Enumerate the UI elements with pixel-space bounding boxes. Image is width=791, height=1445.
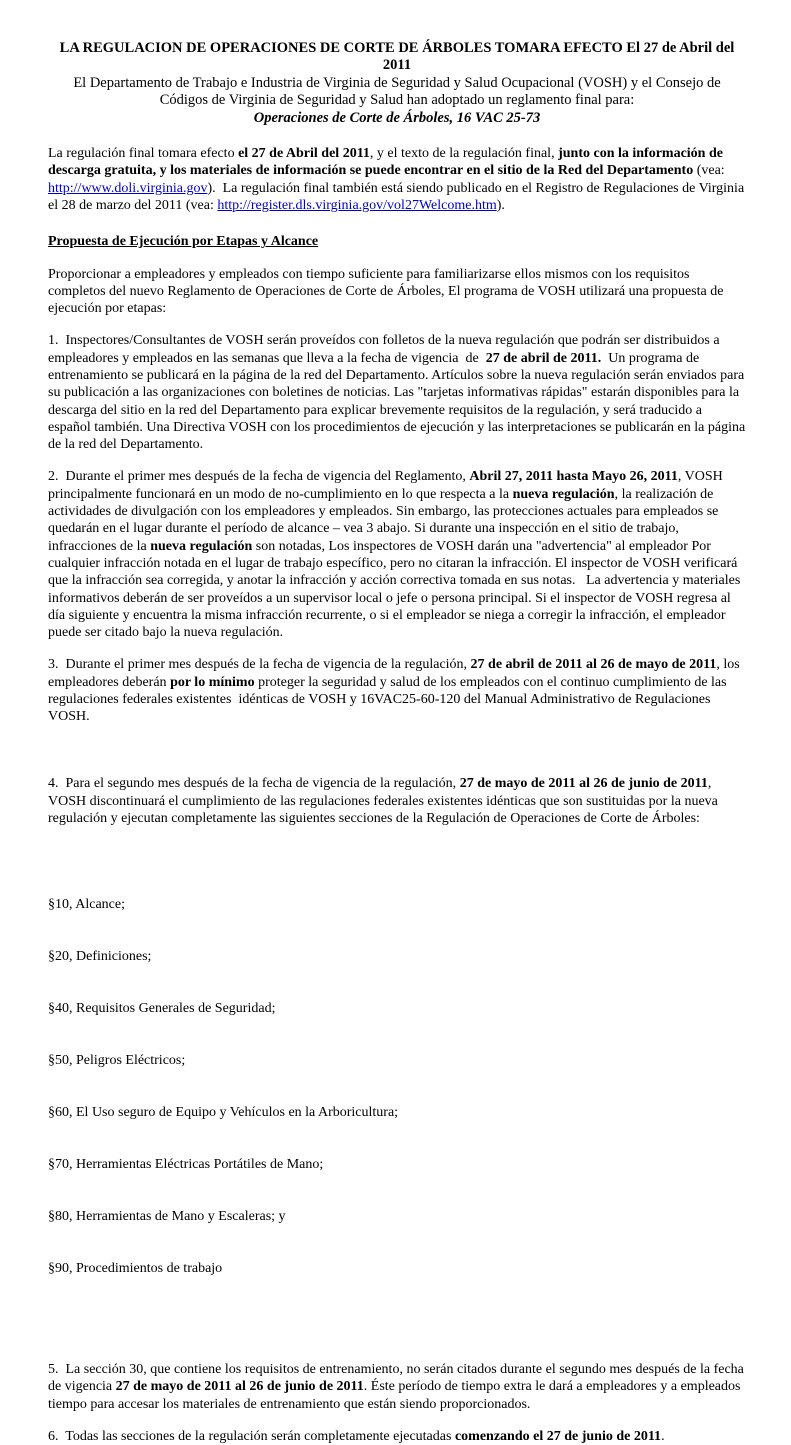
item-1-paragraph (48, 332, 749, 453)
bold-text-run: comenzando el 27 de junio de 2011 (454, 1428, 662, 1444)
section-list-item-80: §80, Herramientas de Mano y Escaleras; y (48, 1208, 286, 1224)
bold-text-run: 27 de mayo de 2011 al 26 de junio de 2011 (459, 776, 708, 792)
text-run: (vea: (693, 163, 729, 179)
text-run: proteger la seguridad y salud de los empleados con el continuo cumplimiento de las regulaciones federales existentes idénticas de VOSH y 16VAC25-60-120 del Manual Administrativo de Regulaciones VOSH. (48, 674, 731, 725)
bold-text-run: junto con la información de descarga gratuita, y los materiales de información se puede encontrar en el sitio de la Red del Departamento (48, 146, 727, 179)
text-run: Un programa de entrenamiento se publicará en la página de la red del Departamento. Artículos sobre la nueva regulación serán enviados para su publicación a las organizaciones con boletines de noticias. Las "tarjetas informativas rápidas" estarán disponibles para la descarga del sitio en la red del Departamento para explicar brevemente requisitos de la regulación, y será traducido a español también. Una Directiva VOSH con los procedimientos de ejecución y las interpretaciones se publicarán en la página de la red del Departamento. (48, 350, 749, 453)
item-4-paragraph (48, 775, 746, 827)
text-run: 1. Inspectores/Consultantes de VOSH serán proveídos con folletos de la nueva regulación que podrán ser distribuidos a empleadores y empleados en las semanas que lleva a la fecha de vigencia de (48, 333, 724, 366)
bold-text-run: nueva regulación (150, 538, 253, 554)
section-list-item-10: §10, Alcance; (48, 897, 125, 913)
section-heading: Propuesta de Ejecución por Etapas y Alcance (48, 234, 319, 250)
bold-text-run: nueva regulación (512, 486, 615, 502)
text-run: 4. Para el segundo mes después de la fecha de vigencia de la regulación, (48, 776, 460, 792)
text-run: 3. Durante el primer mes después de la fecha de vigencia de la regulación, (48, 657, 471, 673)
bold-text-run: el 27 de Abril del 2011 (238, 146, 370, 162)
bold-text-run: Abril 27, 2011 hasta Mayo 26, 2011 (469, 469, 678, 485)
text-run: 5. La sección 30, que contiene los requisitos de entrenamiento, no serán citados durante el segundo mes después de la fecha de vigencia (48, 1362, 748, 1395)
text-run: , VOSH principalmente funcionará en un modo de no-cumplimiento en lo que respecta a la (48, 469, 727, 502)
hyperlink[interactable]: http://register.dls.virginia.gov/vol27Welcome.htm (217, 197, 497, 213)
document-title: LA REGULACION DE OPERACIONES DE CORTE DE ÁRBOLES TOMARA EFECTO El 27 de Abril del 2011 (59, 40, 735, 74)
regulation-section-list (48, 862, 746, 1312)
hyperlink[interactable]: http://www.doli.virginia.gov (48, 180, 208, 196)
text-run: , los empleadores deberán (48, 657, 744, 690)
item-2-paragraph (48, 468, 746, 641)
text-run: , la realización de actividades de divulgación con los empleadores y empleados. Sin embargo, las protecciones actuales para empleados se quedarán en el lugar durante el período de alcance – vea 3 abajo. Si durante una inspección en el sitio de trabajo, infracciones de la (48, 486, 722, 554)
text-run: ). (496, 197, 505, 213)
text-run: . Éste período de tiempo extra le dará a empleadores y a empleados tiempo para accesar los materiales de entrenamiento que están siendo proporcionados. (48, 1379, 744, 1412)
bold-text-run: 27 de abril de 2011. (485, 350, 602, 366)
section-list-item-40: §40, Requisitos Generales de Seguridad; (48, 1001, 276, 1017)
text-run: 6. Todas las secciones de la regulación serán completamente ejecutadas (48, 1428, 455, 1444)
item-6-paragraph (48, 1428, 746, 1445)
section-list-item-60: §60, El Uso seguro de Equipo y Vehículos en la Arboricultura; (48, 1104, 399, 1120)
item-3-paragraph (48, 656, 746, 725)
document-subtitle: El Departamento de Trabajo e Industria de Virginia de Seguridad y Salud Ocupacional (VOSH) y el Consejo de Códigos de Virginia de Seguridad y Salud han adoptado un reglamento final para: (73, 74, 721, 109)
section-list-item-90: §90, Procedimientos de trabajo (48, 1260, 223, 1276)
document-header (48, 40, 746, 127)
intro-paragraph (48, 145, 746, 214)
text-run: La regulación final tomara efecto (48, 146, 239, 162)
section-list-item-50: §50, Peligros Eléctricos; (48, 1052, 186, 1068)
section-list-item-20: §20, Definiciones; (48, 949, 152, 965)
bold-text-run: por lo mínimo (170, 674, 255, 690)
bold-text-run: 27 de mayo de 2011 al 26 de junio de 2011 (115, 1379, 364, 1395)
text-run: , y el texto de la regulación final, (369, 146, 559, 162)
section-list-item-70: §70, Herramientas Eléctricas Portátiles de Mano; (48, 1156, 324, 1172)
bold-text-run: 27 de abril de 2011 al 26 de mayo de 2011 (470, 657, 717, 673)
regulation-name: Operaciones de Corte de Árboles, 16 VAC 25-73 (253, 109, 541, 126)
item-4-block (48, 741, 746, 1346)
item-5-paragraph (48, 1361, 746, 1413)
overview-paragraph: Proporcionar a empleadores y empleados con tiempo suficiente para familiarizarse ellos mismos con los requisitos completos del nuevo Reglamento de Operaciones de Corte de Árboles, El programa de VOSH utilizará una propuesta de ejecución por etapas: (48, 266, 727, 317)
text-run: . (661, 1428, 665, 1444)
text-run: 2. Durante el primer mes después de la fecha de vigencia del Reglamento, (48, 469, 470, 485)
text-run: ). La regulación final también está siendo publicado en el Registro de Regulaciones de Virginia el 28 de marzo del 2011 (vea: (48, 180, 748, 213)
text-run: , VOSH discontinuará el cumplimiento de las regulaciones federales existentes idénticas que son sustituidas por la nueva regulación y ejecutan completamente las siguientes secciones de la Regulación de Operaciones de Corte de Árboles: (48, 776, 722, 826)
text-run: son notadas, Los inspectores de VOSH darán una "advertencia" al empleador Por cualquier infracción notada en el lugar de trabajo específico, pero no citaran la infracción. El inspector de VOSH verificará que la infracción sea corregida, y anotar la infracción y acción correctiva tomada en sus notas. La advertencia y materiales informativos deberán de ser proveídos a un supervisor local o jefe o persona principal. Si el inspector de VOSH regresa al día siguiente y encuentra la misma infracción recurrente, o si el empleador se niega a corregir la infracción, el empleador puede ser citado bajo la nueva regulación. (48, 538, 744, 641)
